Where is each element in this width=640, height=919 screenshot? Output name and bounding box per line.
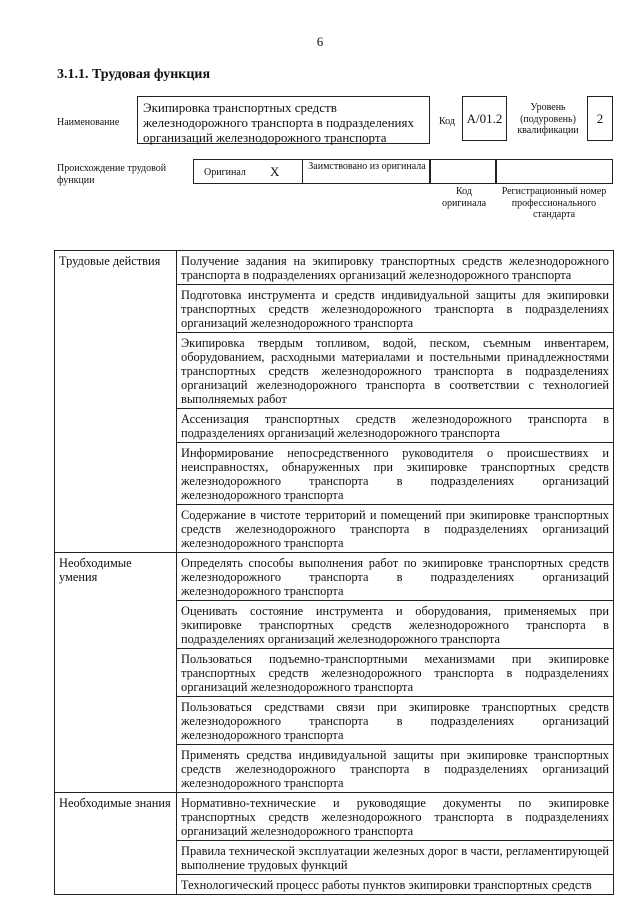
table-row <box>55 793 614 841</box>
origin-label: Происхождение трудовой функции <box>57 163 167 186</box>
table-cell: Экипировка твердым топливом, водой, песком, съемным инвентарем, оборудованием, расходными материалами и постельными принадлежностями транспортных средств железнодорожного транспорта в подразделениях организаций железнодорожного транспорта в соответствии с технологией выполняемых работ <box>177 333 614 409</box>
code-value-box <box>462 96 507 141</box>
table-row <box>55 251 614 285</box>
code-original-caption: Код оригинала <box>441 186 487 209</box>
section-title: 3.1.1. Трудовая функция <box>57 67 211 82</box>
row-header-skills: Необходимые умения <box>55 553 177 793</box>
row-header-actions: Трудовые действия <box>55 251 177 553</box>
code-original-box <box>430 159 496 184</box>
table-row <box>55 553 614 601</box>
origin-divider <box>302 159 303 184</box>
reg-number-caption: Регистрационный номер профессионального стандарта <box>501 186 607 220</box>
table-cell: Получение задания на экипировку транспортных средств железнодорожного транспорта в подразделениях организаций железнодорожного транспорта <box>177 251 614 285</box>
row-header-knowledge: Необходимые знания <box>55 793 177 895</box>
name-value: Экипировка транспортных средств железнодорожного транспорта в подразделениях организаций железнодорожного транспорта <box>143 100 414 145</box>
code-label: Код <box>439 116 455 127</box>
name-value-box <box>137 96 430 144</box>
table-cell: Определять способы выполнения работ по экипировке транспортных средств железнодорожного транспорта в подразделениях организаций железнодорожного транспорта <box>177 553 614 601</box>
borrowed-label: Заимствовано из оригинала <box>308 161 426 172</box>
reg-number-box <box>496 159 613 184</box>
table-cell: Пользоваться средствами связи при экипировке транспортных средств железнодорожного транспорта в подразделениях организаций железнодорожного транспорта <box>177 697 614 745</box>
page-number: 6 <box>316 34 324 49</box>
table-cell: Применять средства индивидуальной защиты при экипировке транспортных средств железнодорожного транспорта в подразделениях организаций железнодорожного транспорта <box>177 745 614 793</box>
table-cell: Ассенизация транспортных средств железнодорожного транспорта в подразделениях организаций железнодорожного транспорта <box>177 409 614 443</box>
original-label: Оригинал <box>204 167 246 178</box>
table-cell: Информирование непосредственного руководителя о происшествиях и неисправностях, обнаруженных при экипировке транспортных средств железнодорожного транспорта в подразделениях организаций железнодорожного транспорта <box>177 443 614 505</box>
table-cell: Пользоваться подъемно-транспортными механизмами при экипировке транспортных средств железнодорожного транспорта в подразделениях организаций железнодорожного транспорта <box>177 649 614 697</box>
table-cell: Нормативно-технические и руководящие документы по экипировке транспортных средств железнодорожного транспорта в подразделениях организаций железнодорожного транспорта <box>177 793 614 841</box>
name-label: Наименование <box>57 117 120 128</box>
table-cell: Содержание в чистоте территорий и помещений при экипировке транспортных средств железнодорожного транспорта в подразделениях организаций железнодорожного транспорта <box>177 505 614 553</box>
table-cell: Технологический процесс работы пунктов экипировки транспортных средств <box>177 875 614 895</box>
table-cell: Подготовка инструмента и средств индивидуальной защиты для экипировки транспортных средств железнодорожного транспорта в подразделениях организаций железнодорожного транспорта <box>177 285 614 333</box>
code-value: А/01.2 <box>466 111 503 126</box>
function-table <box>54 250 614 895</box>
level-value-box <box>587 96 613 141</box>
table-cell: Правила технической эксплуатации железных дорог в части, регламентирующей выполнение трудовых функций <box>177 841 614 875</box>
level-label: Уровень (подуровень) квалификации <box>517 102 579 136</box>
table-cell: Оценивать состояние инструмента и оборудования, применяемых при экипировке транспортных средств железнодорожного транспорта в подразделениях организаций железнодорожного транспорта <box>177 601 614 649</box>
original-mark: X <box>270 164 280 179</box>
level-value: 2 <box>596 111 604 126</box>
